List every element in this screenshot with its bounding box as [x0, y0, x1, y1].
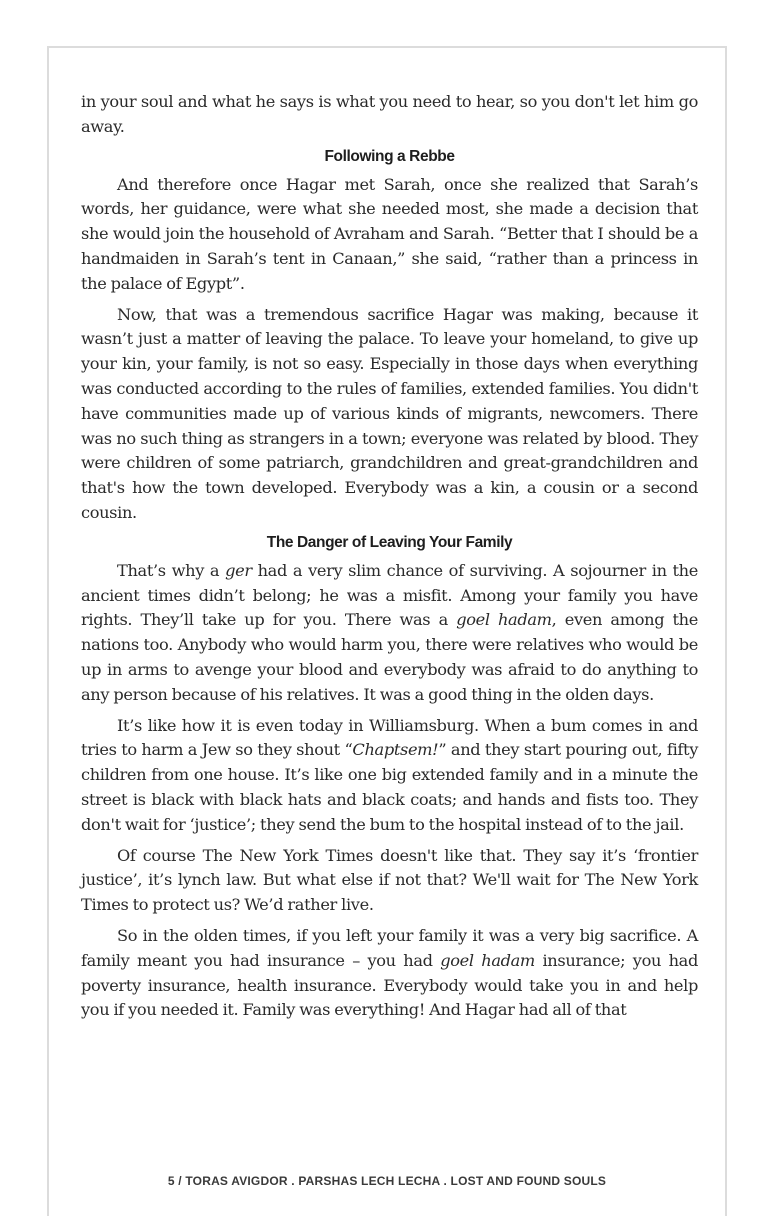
text-run: insurance; you had poverty insurance, health insurance. Everybody would take you in and help you if you needed it. Family was everything! And Hagar had all of that [81, 950, 698, 1020]
italic-term: Chaptsem! [352, 740, 439, 760]
paragraph [81, 714, 698, 838]
text-run: in your soul and what he says is what you need to hear, so you don't let him go away. [81, 92, 698, 136]
italic-term: goel hadam [440, 950, 535, 970]
paragraph [81, 924, 698, 1023]
page-body [81, 90, 698, 1029]
section-heading: Following a Rebbe [324, 147, 455, 165]
section-heading: The Danger of Leaving Your Family [266, 533, 513, 551]
text-run: Now, that was a tremendous sacrifice Hagar was making, because it wasn’t just a matter of leaving the palace. To leave your homeland, to give up your kin, your family, is not so easy. Especially in those days when everything was conducted according to the rules of families, extended families. You didn't have communities made up of various kinds of migrants, newcomers. There was no such thing as strangers in a town; everyone was related by blood. They were children of some patriarch, grandchildren and great-grandchildren and that's how the town developed. Everybody was a kin, a cousin or a second cousin. [81, 304, 698, 522]
text-run: So in the olden times, if you left your family it was a very big sacrifice. A family meant you had insurance – you had [81, 925, 698, 970]
text-run: And therefore once Hagar met Sarah, once she realized that Sarah’s words, her guidance, were what she needed most, she made a decision that she would join the household of Avraham and Sarah. “Better that I should be a handmaiden in Sarah’s tent in Canaan,” she said, “rather than a princess in the palace of Egypt”. [81, 174, 698, 293]
page-footer-running-title: 5 / TORAS AVIGDOR . PARSHAS LECH LECHA . LOST AND FOUND SOULS [167, 1174, 607, 1188]
paragraph [81, 303, 698, 526]
text-run: It’s like how it is even today in Williamsburg. When a bum comes in and tries to harm a Jew so they shout “ [81, 715, 698, 760]
text-run: had a very slim chance of surviving. A sojourner in the ancient times didn’t belong; he was a misfit. Among your family you have rights. They’ll take up for you. There was a [81, 560, 698, 630]
italic-term: ger [225, 560, 252, 580]
paragraph [81, 844, 698, 918]
text-run: Of course The New York Times doesn't like that. They say it’s ‘frontier justice’, it’s lynch law. But what else if not that? We'll wait for The New York Times to protect us? We’d rather live. [81, 845, 698, 915]
document-page [47, 46, 727, 1216]
text-run: , even among the nations too. Anybody who would harm you, there were relatives who would be up in arms to avenge your blood and everybody was afraid to do anything to any person because of his relatives. It was a good thing in the olden days. [81, 610, 698, 704]
paragraph-continuation [81, 90, 698, 140]
text-run: That’s why a [117, 560, 226, 580]
paragraph [81, 559, 698, 708]
italic-term: goel hadam [456, 610, 552, 630]
text-run: ” and they start pouring out, fifty children from one house. It’s like one big extended family and in a minute the street is black with black hats and black coats; and hands and fists too. They don't wait for ‘justice’; they send the bum to the hospital instead of to the jail. [81, 740, 698, 834]
paragraph [81, 173, 698, 297]
